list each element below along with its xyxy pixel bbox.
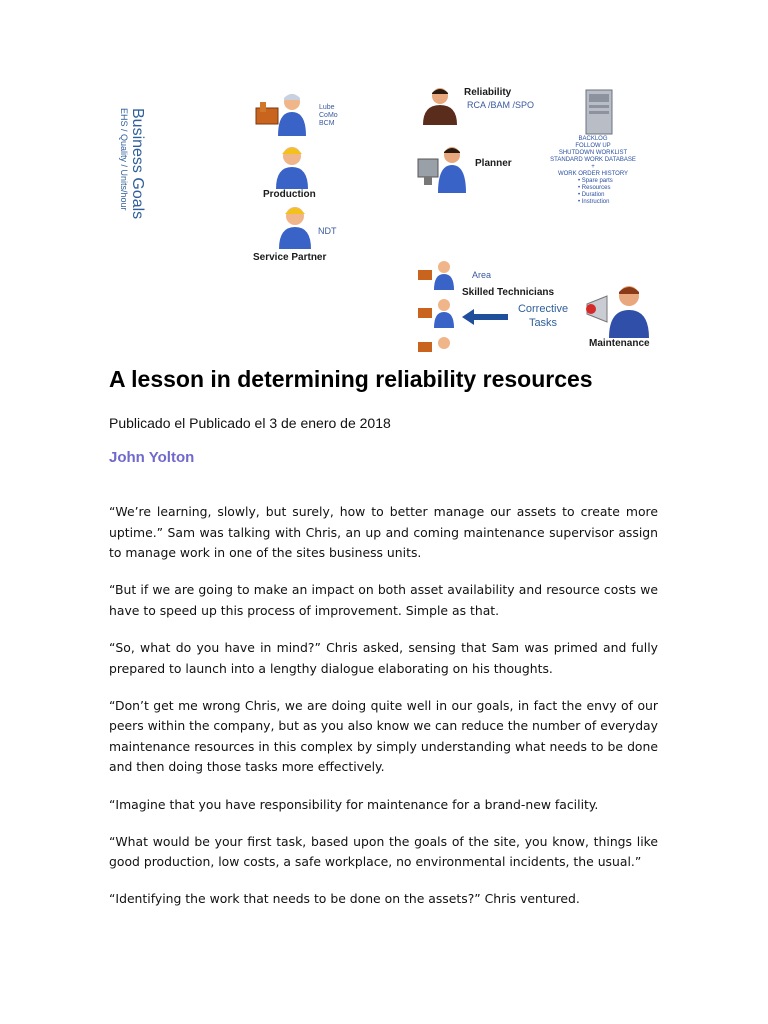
paragraph: “Identifying the work that needs to be done on the assets?” Chris ventured.	[109, 891, 580, 907]
business-goals-title: Business Goals	[129, 108, 146, 220]
lube-tag: Lube CoMo BCM	[319, 104, 338, 127]
database-server-icon	[580, 86, 618, 136]
arrow-left-icon	[462, 308, 510, 326]
maintenance-label: Maintenance	[589, 338, 650, 349]
skilled-technicians-label: Skilled Technicians	[462, 287, 555, 298]
article-title: A lesson in determining reliability resources	[109, 366, 593, 392]
area-tag: Area	[472, 270, 492, 280]
production-worker-icon	[272, 143, 312, 189]
ndt-tag: NDT	[318, 226, 337, 236]
paragraph: “What would be your first task, based upon the goals of the site, you know, things like good production, low costs, a safe workplace, no environmental incidents, the usual.”	[109, 833, 658, 870]
paragraph: “Imagine that you have responsibility for maintenance for a brand-new facility.	[109, 796, 599, 812]
technician-icon-1	[417, 258, 457, 290]
paragraph: “Don’t get me wrong Chris, we are doing quite well in our goals, in fact the envy of our peers within the company, but as you also know we can reduce the number of everyday maintenance resources in this complex by simply understanding what needs to be done and then doing those tasks more effectively.	[109, 697, 658, 775]
megaphone-manager-icon	[585, 282, 657, 338]
business-goals-subtitle: EHS / Quality / Units/hour	[119, 108, 129, 211]
publish-date: Publicado el Publicado el 3 de enero de 2018	[109, 415, 391, 431]
technician-tools-icon	[254, 88, 314, 138]
reliability-person-icon	[420, 85, 460, 125]
planner-computer-icon	[416, 143, 472, 193]
production-label: Production	[263, 189, 316, 200]
business-goals-text	[115, 108, 145, 238]
technician-icon-3	[417, 334, 457, 352]
reliability-subtitle: RCA /BAM /SPO	[467, 100, 535, 110]
corrective-tasks-label: Corrective Tasks	[517, 303, 569, 329]
article-body	[109, 502, 658, 926]
paragraph: “But if we are going to make an impact on both asset availability and resource costs we have to speed up this process of improvement. Simple as that.	[109, 582, 658, 618]
paragraph: “We’re learning, slowly, but surely, how to better manage our assets to create more uptime.” Sam was talking with Chris, an up and coming maintenance supervisor assign to manage work in one of the sites business units.	[109, 504, 658, 561]
reliability-label: Reliability	[464, 87, 512, 98]
author-link[interactable]: John Yolton	[109, 449, 195, 466]
technician-icon-2	[417, 296, 457, 328]
service-partner-icon	[275, 203, 315, 249]
paragraph: “So, what do you have in mind?” Chris asked, sensing that Sam was primed and fully prepared to launch into a lengthy dialogue elaborating on his thoughts.	[109, 639, 658, 676]
backlog-text: BACKLOG FOLLOW UP SHUTDOWN WORKLIST STANDARD WORK DATABASE + WORK ORDER HISTORY • Spare parts • Resources • Duration • Instruction	[550, 136, 636, 205]
planner-label: Planner	[475, 158, 512, 169]
service-partner-label: Service Partner	[253, 252, 327, 263]
